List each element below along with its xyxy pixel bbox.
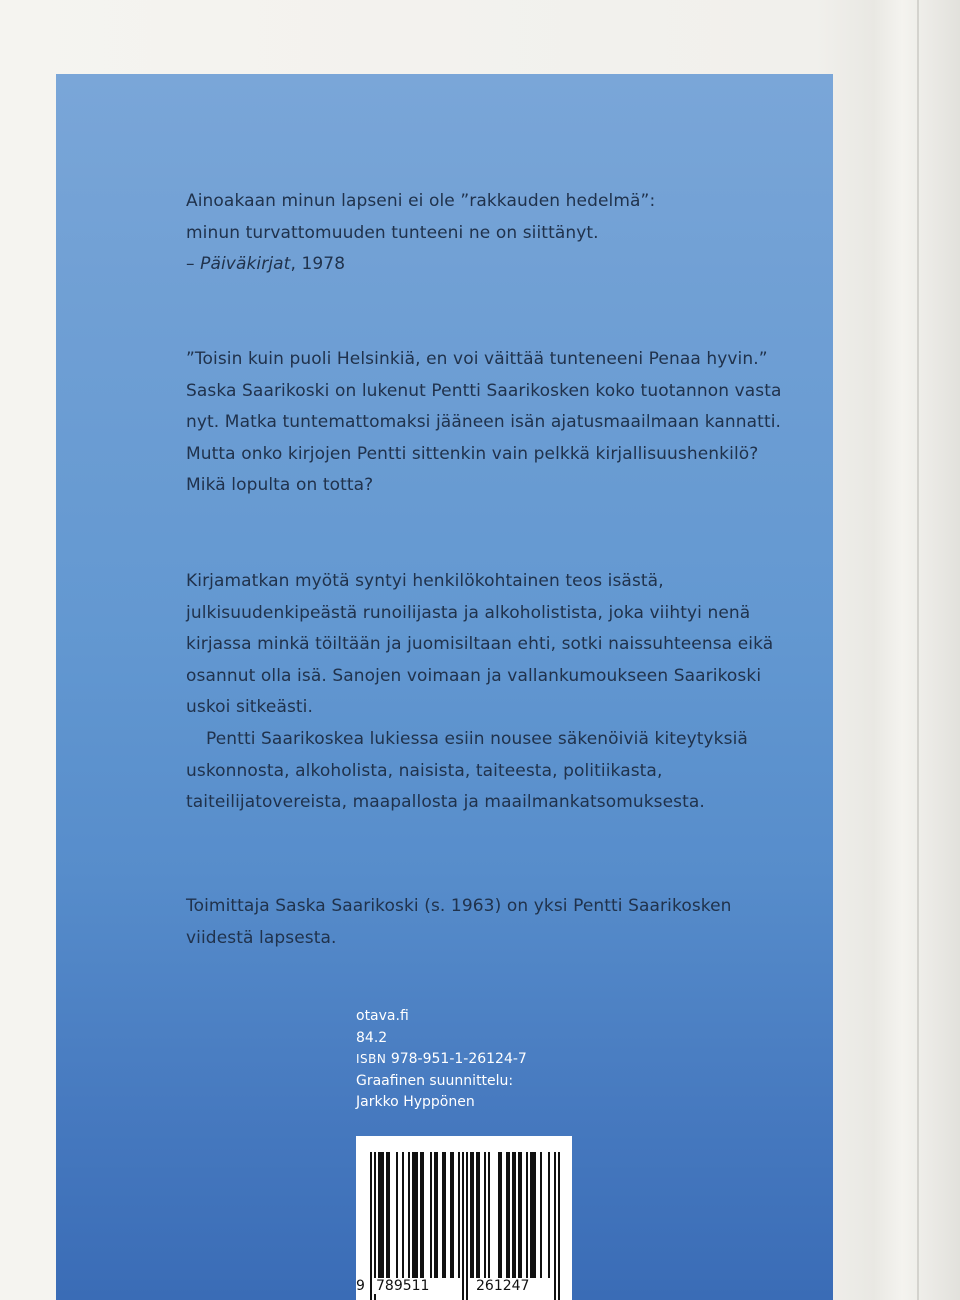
barcode-bar: [540, 1152, 542, 1278]
designer-name: Jarkko Hyppönen: [356, 1094, 475, 1110]
barcode-bar: [514, 1152, 516, 1278]
barcode-bar: [442, 1152, 444, 1278]
barcode-bar: [412, 1152, 414, 1278]
barcode-bar: [416, 1152, 418, 1278]
barcode-bar: [382, 1152, 384, 1278]
barcode-bar: [396, 1152, 398, 1278]
classification-code: 84.2: [356, 1029, 388, 1046]
barcode-bar: [548, 1152, 550, 1278]
barcode-bars: [356, 1136, 572, 1300]
barcode-bar: [386, 1152, 388, 1278]
epigraph-line-2: minun turvattomuuden tunteeni ne on siittänyt.: [186, 222, 599, 243]
barcode-bar: [380, 1152, 382, 1278]
barcode-bar: [508, 1152, 510, 1278]
citation-year: , 1978: [290, 254, 346, 275]
barcode-bar: [444, 1152, 446, 1278]
barcode-bar: [526, 1152, 528, 1278]
barcode-bar: [452, 1152, 454, 1278]
barcode-bar: [430, 1152, 432, 1278]
barcode-bar: [478, 1152, 480, 1278]
publisher-info: [356, 1006, 527, 1114]
barcode-bar: [422, 1152, 424, 1278]
barcode-digits: [356, 1278, 572, 1300]
barcode-bar: [534, 1152, 536, 1278]
isbn-number: 978-951-1-26124-7: [390, 1051, 527, 1067]
author-note: [186, 891, 786, 954]
barcode-bar: [434, 1152, 436, 1278]
paragraph-text: Pentti Saarikoskea lukiessa esiin nousee säkenöiviä kiteytyksiä uskonnosta, alkoholista, naisista, taiteesta, politiikasta, taiteilijatovereista, maapallosta ja maailmankatsomuksesta.: [186, 728, 748, 813]
barcode-bar: [512, 1152, 514, 1278]
barcode-bar: [484, 1152, 486, 1278]
barcode-bar: [472, 1152, 474, 1278]
barcode-bar: [476, 1152, 478, 1278]
epigraph-citation: [186, 249, 786, 281]
cover-hinge-line: [917, 0, 919, 1300]
epigraph: [186, 186, 786, 281]
barcode-bar: [402, 1152, 404, 1278]
paragraph-text: Kirjamatkan myötä syntyi henkilökohtainen teos isästä, julkisuudenkipeästä runoilijasta ja alkoholistista, joka viihtyi nenä kirjassa minkä töiltään ja juomisiltaan ehti, sotki naissuhteensa eikä osannut olla isä. Sanojen voimaan ja vallankumoukseen Saarikoski uskoi sitkeästi.: [186, 571, 774, 718]
blurb-paragraph-1: [186, 344, 786, 502]
barcode-bar: [388, 1152, 390, 1278]
barcode-bar: [470, 1152, 472, 1278]
barcode-bar: [450, 1152, 452, 1278]
barcode-first-digit: 9: [356, 1278, 365, 1294]
isbn-label: ISBN: [356, 1052, 387, 1066]
barcode-bar: [408, 1152, 410, 1278]
citation-title: Päiväkirjat: [200, 254, 291, 275]
barcode-group-2: 261247: [476, 1278, 530, 1294]
barcode-bar: [488, 1152, 490, 1278]
barcode-bar: [530, 1152, 532, 1278]
blurb-paragraph-2: [186, 566, 786, 819]
barcode-bar: [414, 1152, 416, 1278]
barcode-bar: [520, 1152, 522, 1278]
barcode-bar: [506, 1152, 508, 1278]
design-credit-label: Graafinen suunnittelu:: [356, 1072, 514, 1089]
barcode-bar: [532, 1152, 534, 1278]
paragraph-text: Toimittaja Saska Saarikoski (s. 1963) on yksi Pentti Saarikosken viidestä lapsesta.: [186, 896, 732, 948]
paragraph-text: ”Toisin kuin puoli Helsinkiä, en voi väittää tunteneeni Penaa hyvin.” Saska Saarikoski on lukenut Pentti Saarikosken koko tuotannon vasta nyt. Matka tuntemattomaksi jääneen isän ajatusmaailmaan kannatti. Mutta onko kirjojen Pentti sittenkin vain pelkkä kirjallisuushenkilö? Mikä lopulta on totta?: [186, 349, 782, 496]
barcode-bar: [420, 1152, 422, 1278]
barcode-bar: [518, 1152, 520, 1278]
isbn-line: [356, 1049, 527, 1071]
barcode-bar: [500, 1152, 502, 1278]
citation-dash: –: [186, 254, 201, 275]
barcode-bar: [498, 1152, 500, 1278]
epigraph-line-1: Ainoakaan minun lapseni ei ole ”rakkauden hedelmä”:: [186, 191, 656, 211]
barcode-bar: [378, 1152, 380, 1278]
barcode-bar: [436, 1152, 438, 1278]
publisher-website: otava.fi: [356, 1008, 409, 1024]
barcode-group-1: 789511: [376, 1278, 430, 1294]
barcode: [356, 1136, 572, 1300]
barcode-bar: [458, 1152, 460, 1278]
